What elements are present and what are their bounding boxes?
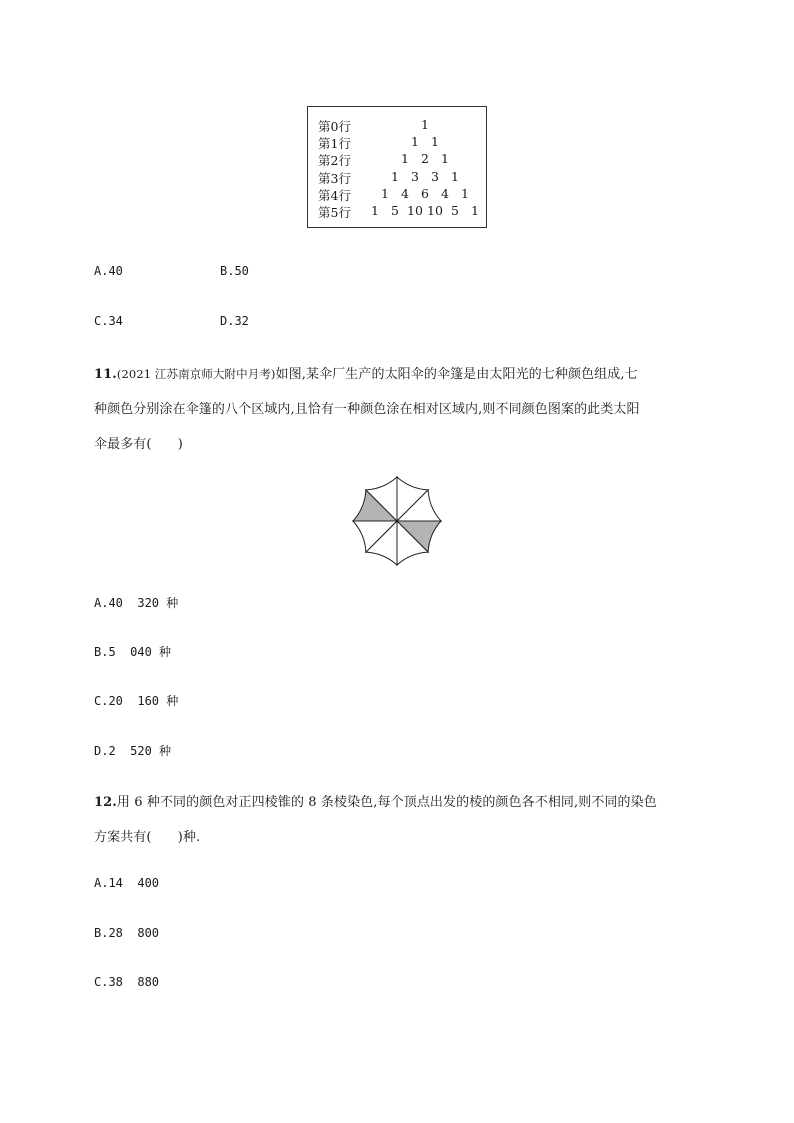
- q12-stem-line-1: [94, 791, 657, 810]
- pascal-number: 1: [381, 185, 389, 201]
- q12-stem-line-2: 方案共有( )种.: [94, 830, 201, 845]
- pascal-number: 1: [391, 168, 399, 184]
- q12-option-b: B.28 800: [94, 926, 160, 940]
- q12-number: 12.: [94, 795, 117, 810]
- pascal-row: [308, 117, 486, 134]
- pascal-row: [308, 151, 486, 168]
- pascal-number: 6: [421, 185, 429, 201]
- q12-option-c: C.38 880: [94, 975, 160, 989]
- pascal-number: 1: [411, 134, 419, 150]
- pascal-number: 10: [407, 203, 423, 218]
- pascal-number: 1: [441, 151, 449, 167]
- pascal-row: [308, 186, 486, 203]
- q11-text-1: 如图,某伞厂生产的太阳伞的伞篷是由太阳光的七种颜色组成,七: [275, 367, 638, 382]
- q11-option-d: D.2 520 种: [94, 744, 172, 758]
- pascal-number: 1: [451, 168, 459, 184]
- pascal-number: 1: [431, 134, 439, 150]
- umbrella-figure: [350, 476, 444, 566]
- q11-source: (2021 江苏南京师大附中月考): [116, 367, 276, 381]
- pascal-number: 4: [441, 185, 449, 201]
- pascal-number: 1: [421, 117, 429, 132]
- q11-option-c: C.20 160 种: [94, 694, 179, 708]
- q10-option-c: C.34: [94, 314, 123, 328]
- pascal-number: 3: [411, 168, 419, 184]
- q11-option-a: A.40 320 种: [94, 596, 179, 610]
- q12-text-1: 用 6 种不同的颜色对正四棱锥的 8 条棱染色,每个顶点出发的棱的颜色各不相同,则不同的染色: [116, 795, 657, 810]
- q10-option-d: D.32: [220, 314, 249, 328]
- pascal-number: 1: [371, 203, 379, 218]
- pascal-number: 4: [401, 185, 409, 201]
- pascal-number: 1: [461, 185, 469, 201]
- pascal-number: 1: [401, 151, 409, 167]
- pascal-row: [308, 134, 486, 151]
- pascal-number: 5: [451, 203, 459, 218]
- q11-stem-line-1: [94, 363, 638, 382]
- pascal-number: 3: [431, 168, 439, 184]
- q11-option-b: B.5 040 种: [94, 645, 172, 659]
- q10-option-a: A.40: [94, 264, 123, 278]
- pascal-row-label: 第5行: [318, 205, 351, 220]
- q11-stem-line-3: 伞最多有( ): [94, 437, 183, 452]
- pascal-row-label: 第3行: [318, 170, 351, 186]
- q11-number: 11.: [94, 367, 117, 382]
- pascal-number: 2: [421, 151, 429, 167]
- pascal-row: [308, 169, 486, 186]
- pascal-triangle-box: [307, 106, 487, 228]
- pascal-row: [308, 203, 486, 220]
- pascal-row-label: 第2行: [318, 153, 351, 169]
- pascal-row-label: 第0行: [318, 119, 351, 134]
- q10-option-b: B.50: [220, 264, 249, 278]
- q12-option-a: A.14 400: [94, 876, 160, 890]
- pascal-number: 5: [391, 203, 399, 218]
- pascal-number: 10: [427, 203, 443, 218]
- q11-stem-line-2: 种颜色分别涂在伞篷的八个区域内,且恰有一种颜色涂在相对区域内,则不同颜色图案的此类太阳: [94, 402, 640, 417]
- pascal-number: 1: [471, 203, 479, 218]
- pascal-row-label: 第4行: [318, 187, 351, 203]
- pascal-row-label: 第1行: [318, 136, 351, 152]
